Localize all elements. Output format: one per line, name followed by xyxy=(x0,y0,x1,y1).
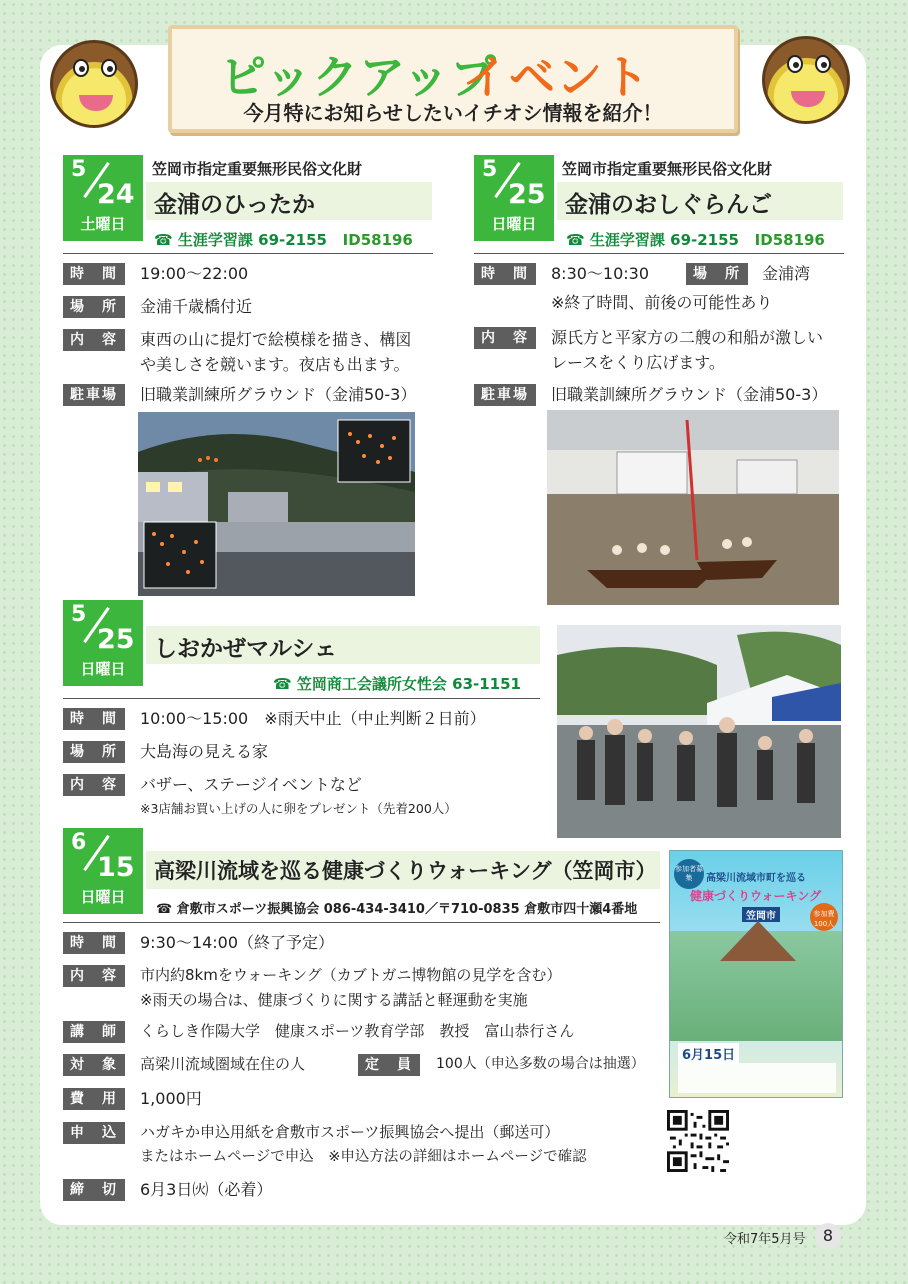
event-4-content-value: 市内約8kmをウォーキング（カブトガニ博物館の見学を含む） xyxy=(140,966,562,984)
event-2-contact xyxy=(566,229,825,250)
poster-line-1: 高梁川流域市町を巡る xyxy=(706,873,806,884)
event-4-deadline-label: 締 切 xyxy=(63,1179,125,1201)
event-1-id: ID58196 xyxy=(342,231,413,249)
event-4-fee-value: 1,000円 xyxy=(140,1089,202,1108)
event-3-content-label: 内 容 xyxy=(63,774,125,796)
badge-day: 25 xyxy=(97,624,135,655)
event-1-contact-text: ☎ 生涯学習課 69-2155 xyxy=(154,231,327,249)
event-2-title: 金浦のおしぐらんご xyxy=(557,182,843,220)
event-2-rule xyxy=(474,253,844,254)
event-4-lecturer-label: 講 師 xyxy=(63,1021,125,1043)
event-2-org-label: 笠岡市指定重要無形民俗文化財 xyxy=(562,160,773,178)
event-2-parking-value: 旧職業訓練所グラウンド（金浦50-3） xyxy=(551,385,828,404)
poster-line-2: 健康づくりウォーキング xyxy=(690,889,822,903)
poster-price: 参加費 100人 xyxy=(810,903,838,931)
event-1-org-label: 笠岡市指定重要無形民俗文化財 xyxy=(152,160,363,178)
event-3-rule xyxy=(63,698,540,699)
event-2-time-value: 8:30〜10:30 xyxy=(551,264,650,283)
header-title-orange: イベント xyxy=(462,50,650,104)
header-subtitle: 今月特にお知らせしたいイチオシ情報を紹介！ xyxy=(243,101,663,125)
header-banner xyxy=(168,25,738,133)
event-2-contact-text: ☎ 生涯学習課 69-2155 xyxy=(566,231,739,249)
event-3-content-note: ※3店舗お買い上げの人に卵をプレゼント（先着200人） xyxy=(140,801,457,816)
event-1-content-value: 東西の山に提灯で絵模様を描き、構図 xyxy=(140,330,412,349)
event-3-contact: ☎ 笠岡商工会議所女性会 63-1151 xyxy=(273,675,521,693)
badge-weekday: 日曜日 xyxy=(80,888,126,906)
event-2-time-note: ※終了時間、前後の可能性あり xyxy=(551,293,773,312)
event-1-parking-value: 旧職業訓練所グラウンド（金浦50-3） xyxy=(140,385,417,404)
event-3-photo xyxy=(557,625,841,838)
event-2-photo xyxy=(547,410,839,605)
event-4-apply-value: ハガキか申込用紙を倉敷市スポーツ振興協会へ提出（郵送可） xyxy=(140,1123,560,1141)
event-3-content-value: バザー、ステージイベントなど xyxy=(140,775,362,794)
event-3-time-label: 時 間 xyxy=(63,708,125,730)
badge-month: 5 xyxy=(71,602,87,627)
header-title-green: ピックアップ xyxy=(220,50,497,104)
event-1-contact xyxy=(154,229,413,250)
event-4-time-value: 9:30〜14:00（終了予定） xyxy=(140,933,335,952)
event-1-title: 金浦のひったか xyxy=(146,182,432,220)
event-3-title: しおかぜマルシェ xyxy=(146,626,540,664)
event-4-contact: ☎ 倉敷市スポーツ振興協会 086-434-3410／〒710-0835 倉敷市四十瀬4番地 xyxy=(156,902,638,917)
event-4-deadline-value: 6月3日㈫（必着） xyxy=(140,1180,273,1199)
event-2-time-label: 時 間 xyxy=(474,263,536,285)
badge-month: 5 xyxy=(71,157,87,182)
event-1-content-value-2: や美しさを競います。夜店も出ます。 xyxy=(140,355,410,374)
event-1-time-value: 19:00〜22:00 xyxy=(140,264,249,283)
poster-date: 6月15日 xyxy=(678,1043,739,1064)
event-4-title: 高梁川流域を巡る健康づくりウォーキング（笠岡市） xyxy=(146,851,660,889)
issue-label: 令和7年5月号 xyxy=(724,1232,806,1247)
event-2-parking-label: 駐車場 xyxy=(474,384,536,406)
date-badge-2 xyxy=(474,155,554,241)
event-4-time-label: 時 間 xyxy=(63,932,125,954)
event-4-target-label: 対 象 xyxy=(63,1054,125,1076)
event-2-content-label: 内 容 xyxy=(474,327,536,349)
event-4-lecturer-value: くらしき作陽大学 健康スポーツ教育学部 教授 富山恭行さん xyxy=(140,1022,575,1040)
date-badge-4 xyxy=(63,828,143,914)
badge-month: 5 xyxy=(482,157,498,182)
event-1-rule xyxy=(63,253,433,254)
event-2-id: ID58196 xyxy=(754,231,825,249)
event-3-place-label: 場 所 xyxy=(63,741,125,763)
badge-day: 24 xyxy=(97,179,135,210)
event-4-apply-value-2: またはホームページで申込 ※申込方法の詳細はホームページで確認 xyxy=(140,1149,587,1165)
badge-day: 25 xyxy=(508,179,546,210)
event-1-content-label: 内 容 xyxy=(63,329,125,351)
date-badge-3 xyxy=(63,600,143,686)
event-1-place-value: 金浦千歳橋付近 xyxy=(140,297,253,316)
event-3-place-value: 大島海の見える家 xyxy=(140,742,269,761)
event-2-content-value: 源氏方と平家方の二艘の和船が激しい xyxy=(551,328,824,347)
event-3-time-value: 10:00〜15:00 ※雨天中止（中止判断２日前） xyxy=(140,709,486,728)
badge-month: 6 xyxy=(71,830,87,855)
event-4-target-value: 高梁川流域圏域在住の人 xyxy=(140,1055,306,1073)
event-2-place-label: 場 所 xyxy=(686,263,748,285)
poster-tag: 参加者募集 xyxy=(674,859,704,889)
mascot-left xyxy=(50,40,138,128)
badge-day: 15 xyxy=(97,852,135,883)
event-4-content-value-2: ※雨天の場合は、健康づくりに関する講話と軽運動を実施 xyxy=(140,991,528,1009)
event-4-fee-label: 費 用 xyxy=(63,1088,125,1110)
event-4-rule xyxy=(63,922,660,923)
event-1-time-label: 時 間 xyxy=(63,263,125,285)
event-4-apply-label: 申 込 xyxy=(63,1122,125,1144)
badge-weekday: 土曜日 xyxy=(80,215,126,233)
badge-weekday: 日曜日 xyxy=(80,660,126,678)
event-4-capacity-value: 100人（申込多数の場合は抽選） xyxy=(436,1056,645,1072)
event-1-photo xyxy=(138,412,415,596)
qr-code[interactable] xyxy=(667,1110,729,1172)
event-2-place-value: 金浦湾 xyxy=(762,264,811,283)
event-2-content-value-2: レースをくり広げます。 xyxy=(551,353,725,372)
poster-city: 笠岡市 xyxy=(742,907,780,922)
badge-weekday: 日曜日 xyxy=(491,215,537,233)
event-4-content-label: 内 容 xyxy=(63,965,125,987)
event-1-place-label: 場 所 xyxy=(63,296,125,318)
event-4-capacity-label: 定 員 xyxy=(358,1054,420,1076)
event-1-parking-label: 駐車場 xyxy=(63,384,125,406)
mascot-right xyxy=(762,36,850,124)
walking-poster xyxy=(669,850,843,1098)
page-number: 8 xyxy=(815,1223,841,1249)
date-badge-1 xyxy=(63,155,143,241)
